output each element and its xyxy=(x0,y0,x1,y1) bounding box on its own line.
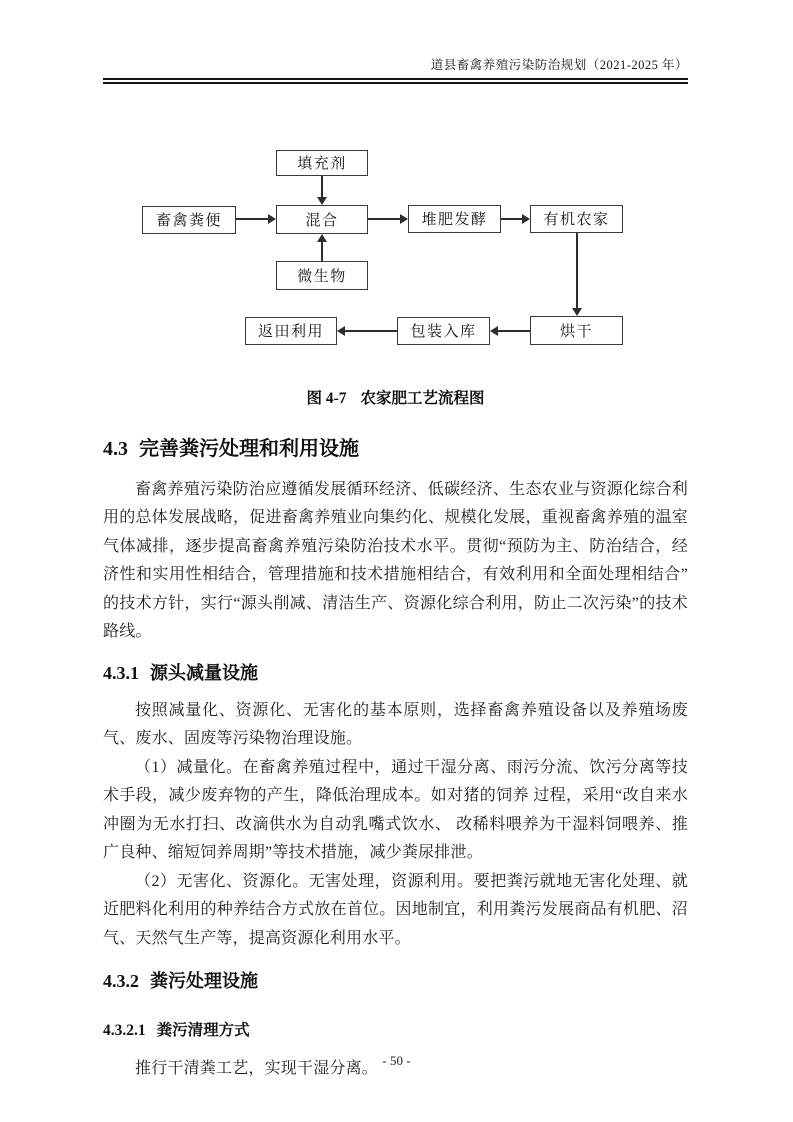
figure-caption-title: 农家肥工艺流程图 xyxy=(360,389,485,407)
paragraph-harmless: （2）无害化、资源化。无害处理，资源利用。要把粪污就地无害化处理、就近肥料化利用的种养结合方式放在首位。因地制宜，利用粪污发展商品有机肥、沼气、天然气生产等，提高资源化利用水平。 xyxy=(103,872,688,947)
page-number: - 50 - xyxy=(382,1053,411,1068)
paragraph-overview: 畜禽养殖污染防治应遵循发展循环经济、低碳经济、生态农业与资源化综合利用的总体发展战略，促进畜禽养殖业向集约化、规模化发展，重视畜禽养殖的温室气体减排，逐步提高畜禽养殖污染防治技术水平。贯彻“预防为主、防治结合，经济性和实用性相结合，管理措施和技术措施相结合，有效利用和全面处理相结合”的技术方针，实行“源头削减、清洁生产、资源化综合利用，防止二次污染”的技术路线。 xyxy=(103,480,688,640)
header-rule-bottom xyxy=(103,82,688,84)
flowchart-node-filler: 填充剂 xyxy=(276,150,368,176)
flowchart-node-organic: 有机农家 xyxy=(530,205,623,233)
arrow-head-organic-drying xyxy=(572,308,582,316)
arrow-line-packaging-field xyxy=(345,330,397,332)
page-header-title: 道县畜禽养殖污染防治规划（2021-2025 年） xyxy=(430,58,688,72)
arrow-line-organic-drying xyxy=(576,233,578,308)
arrow-head-packaging-field xyxy=(337,326,345,336)
flowchart-node-drying: 烘干 xyxy=(530,316,623,345)
flowchart-node-mixing: 混合 xyxy=(276,205,368,234)
arrow-line-composting-organic xyxy=(501,218,523,220)
section-title: 完善粪污处理和利用设施 xyxy=(139,437,359,460)
arrow-head-composting-organic xyxy=(522,214,530,224)
flowchart-node-composting: 堆肥发酵 xyxy=(408,205,501,233)
flowchart-node-manure: 畜禽粪便 xyxy=(142,206,236,234)
section-number: 4.3.2 xyxy=(103,971,139,991)
arrow-line-microbes-mixing xyxy=(321,242,323,261)
section-heading-4-3-2-1 xyxy=(103,1018,688,1040)
section-title: 源头减量设施 xyxy=(150,662,258,683)
flowchart-node-microbes: 微生物 xyxy=(276,261,368,290)
section-heading-4-3-1 xyxy=(103,659,688,685)
section-number: 4.3.1 xyxy=(103,662,139,683)
paragraph-principles: 按照减量化、资源化、无害化的基本原则，选择畜禽养殖设备以及养殖场废气、废水、固废等污染物治理设施。 xyxy=(103,701,688,747)
arrow-line-filler-mixing xyxy=(321,176,323,197)
arrow-head-drying-packaging xyxy=(490,326,498,336)
section-heading-4-3-2 xyxy=(103,967,688,993)
section-number: 4.3.2.1 xyxy=(103,1022,146,1039)
section-heading-4-3 xyxy=(103,432,688,461)
section-title: 粪污处理设施 xyxy=(150,971,258,991)
arrow-line-drying-packaging xyxy=(498,330,530,332)
section-title: 粪污清理方式 xyxy=(156,1022,250,1039)
arrow-head-microbes-mixing xyxy=(317,234,327,242)
arrow-line-mixing-composting xyxy=(368,218,401,220)
flowchart-node-field-use: 返田利用 xyxy=(245,317,337,345)
figure-caption xyxy=(103,386,688,408)
arrow-head-mixing-composting xyxy=(400,214,408,224)
section-number: 4.3 xyxy=(103,437,128,460)
figure-caption-label: 图 4-7 xyxy=(306,389,347,407)
paragraph-dry-cleaning: 推行干清粪工艺，实现干湿分离。 xyxy=(135,1060,379,1077)
flowchart-figure xyxy=(103,150,688,346)
arrow-head-manure-mixing xyxy=(268,214,276,224)
flowchart-node-packaging: 包装入库 xyxy=(397,317,490,345)
arrow-line-manure-mixing xyxy=(236,218,269,220)
paragraph-reduction: （1）减量化。在畜禽养殖过程中，通过干湿分离、雨污分流、饮污分离等技术手段，减少废弃物的产生，降低治理成本。如对猪的饲养 过程，采用“改自来水冲圈为无水打扫、改滴供水为自动乳嘴式饮水、 改稀料喂养为干湿料饲喂养、推广良种、缩短饲养周期”等技术措施，减少粪尿排泄。 xyxy=(103,758,688,861)
arrow-head-filler-mixing xyxy=(317,197,327,205)
